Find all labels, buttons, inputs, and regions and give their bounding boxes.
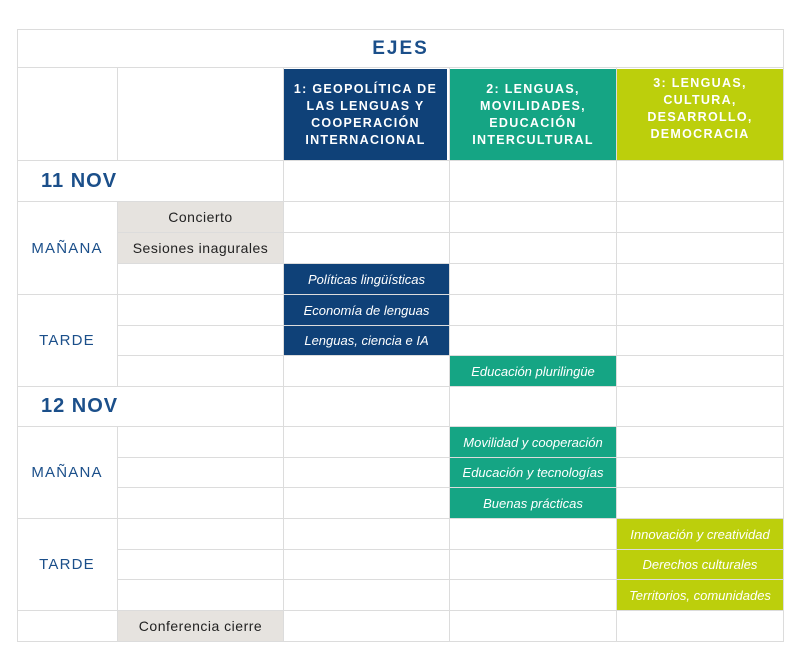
- session-concierto: Concierto: [118, 202, 283, 232]
- session-economia-de-lenguas: Economía de lenguas: [284, 295, 449, 325]
- axis-header-3: 3: LENGUAS, CULTURA, DESARROLLO, DEMOCRACIA: [617, 69, 783, 160]
- session-educacion-plurilingue: Educación plurilingüe: [450, 356, 616, 386]
- period-tarde-day1: TARDE: [39, 332, 95, 349]
- session-movilidad-y-cooperacion: Movilidad y cooperación: [450, 427, 616, 457]
- period-manana-day1: MAÑANA: [31, 239, 103, 257]
- page-title: EJES: [372, 37, 429, 59]
- session-innovacion-y-creatividad: Innovación y creatividad: [617, 519, 783, 549]
- session-politicas-linguisticas: Políticas lingüísticas: [284, 264, 449, 294]
- session-territorios-comunidades: Territorios, comunidades: [617, 580, 783, 610]
- period-tarde-day2: TARDE: [39, 556, 95, 573]
- session-buenas-practicas: Buenas prácticas: [450, 488, 616, 518]
- session-educacion-y-tecnologias: Educación y tecnologías: [450, 458, 616, 487]
- day-label-12-nov: 12 NOV: [41, 395, 119, 417]
- session-sesiones-inagurales: Sesiones inagurales: [118, 233, 283, 263]
- period-manana-day2: MAÑANA: [31, 464, 103, 481]
- session-conferencia-cierre: Conferencia cierre: [118, 611, 283, 641]
- session-lenguas-ciencia-ia: Lenguas, ciencia e IA: [284, 326, 449, 355]
- axis-header-2: 2: LENGUAS, MOVILIDADES, EDUCACIÓN INTERCULTURAL: [450, 69, 616, 160]
- axis-header-1: 1: GEOPOLÍTICA DE LAS LENGUAS Y COOPERACIÓN INTERNACIONAL: [284, 69, 447, 160]
- day-label-11-nov: 11 NOV: [41, 169, 118, 192]
- session-derechos-culturales: Derechos culturales: [617, 550, 783, 579]
